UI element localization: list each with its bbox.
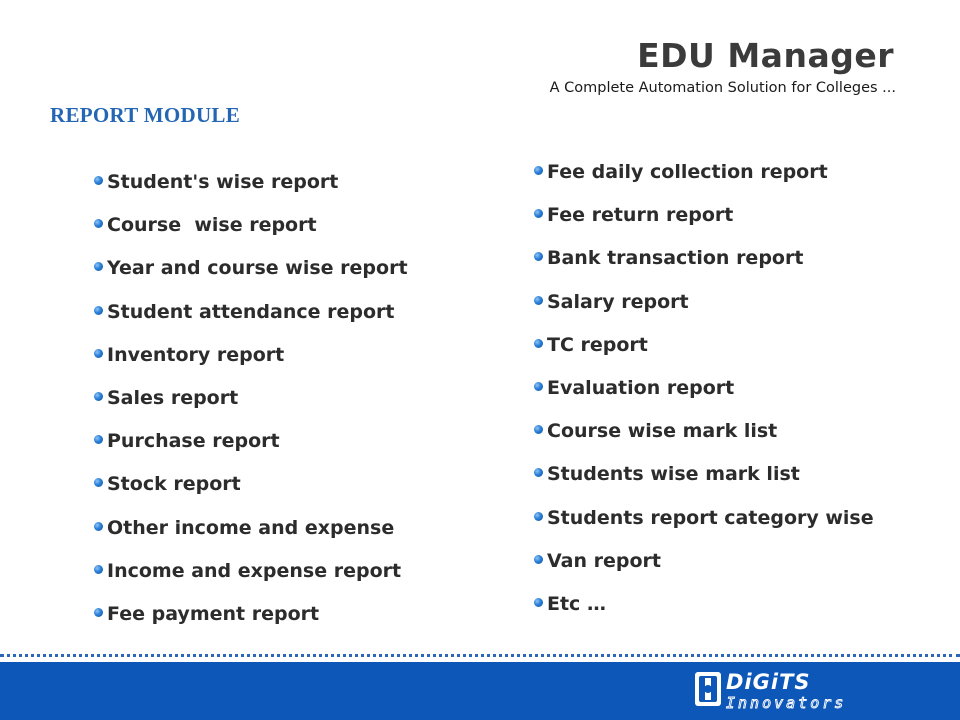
product-name: EDU Manager: [637, 36, 894, 75]
list-item-label: Van report: [547, 549, 661, 572]
bullet-icon: [534, 598, 543, 607]
bullet-icon: [94, 349, 103, 358]
list-item-label: Students report category wise: [547, 506, 874, 529]
svg-text:DiGiTS: DiGiTS: [726, 670, 811, 694]
list-item: [94, 601, 408, 644]
list-item: [534, 202, 874, 245]
product-tagline: A Complete Automation Solution for Colleges ...: [549, 80, 896, 96]
bullet-icon: [94, 608, 103, 617]
list-item: [94, 471, 408, 514]
list-item-label: Student attendance report: [107, 300, 395, 323]
list-item-label: Income and expense report: [107, 559, 402, 582]
list-item-label: TC report: [547, 333, 648, 356]
list-item-label: Sales report: [107, 386, 239, 409]
list-item: [94, 515, 408, 558]
list-item-label: Purchase report: [107, 430, 280, 453]
list-item-label: Course wise mark list: [547, 420, 778, 443]
bullet-icon: [94, 435, 103, 444]
list-item-label: Course wise report: [107, 214, 317, 237]
list-item: [94, 428, 408, 471]
list-item: [534, 289, 874, 332]
footer-divider: [0, 654, 960, 657]
list-item: [94, 255, 408, 298]
list-item: [94, 299, 408, 342]
list-item: [94, 212, 408, 255]
bullet-icon: [534, 296, 543, 305]
list-item: [534, 159, 874, 202]
bullet-icon: [94, 306, 103, 315]
list-item: [534, 245, 874, 288]
bullet-icon: [534, 252, 543, 261]
list-item: [534, 461, 874, 504]
bullet-icon: [94, 176, 103, 185]
bullet-icon: [534, 555, 543, 564]
page-title: REPORT MODULE: [50, 103, 241, 127]
list-item: [534, 332, 874, 375]
bullet-icon: [94, 392, 103, 401]
bullet-icon: [534, 512, 543, 521]
bullet-icon: [534, 339, 543, 348]
list-item: [534, 375, 874, 418]
bullet-icon: [94, 565, 103, 574]
bullet-icon: [94, 262, 103, 271]
footer-bar: [0, 662, 960, 720]
list-item: [534, 591, 874, 634]
list-item-label: Year and course wise report: [107, 257, 408, 280]
bullet-icon: [94, 219, 103, 228]
bullet-icon: [534, 166, 543, 175]
list-item: [94, 169, 408, 212]
bullet-icon: [94, 478, 103, 487]
list-item: [534, 505, 874, 548]
list-item-label: Fee payment report: [107, 602, 320, 625]
edu-manager-logo: [516, 36, 896, 106]
list-item-label: Other income and expense: [107, 516, 395, 539]
list-item-label: Student's wise report: [107, 171, 339, 193]
bullet-icon: [534, 468, 543, 477]
list-item: [94, 342, 408, 385]
list-item: [94, 385, 408, 428]
digits-innovators-logo: [694, 668, 890, 712]
list-item-label: Salary report: [547, 290, 689, 313]
bullet-icon: [534, 382, 543, 391]
list-item-label: Stock report: [107, 473, 241, 496]
bullet-icon: [94, 522, 103, 531]
list-item-label: Students wise mark list: [547, 463, 800, 486]
list-item: [94, 558, 408, 601]
bullet-icon: [534, 209, 543, 218]
left-report-list: [94, 169, 408, 644]
bullet-icon: [534, 425, 543, 434]
list-item-label: Fee return report: [547, 204, 734, 227]
list-item-label: Fee daily collection report: [547, 161, 828, 183]
svg-text:Innovators: Innovators: [726, 694, 847, 712]
list-item-label: Inventory report: [107, 343, 285, 366]
list-item-label: Bank transaction report: [547, 247, 804, 270]
list-item-label: Evaluation report: [547, 376, 735, 399]
list-item-label: Etc …: [547, 592, 606, 615]
list-item: [534, 548, 874, 591]
list-item: [534, 418, 874, 461]
right-report-list: [534, 159, 874, 634]
